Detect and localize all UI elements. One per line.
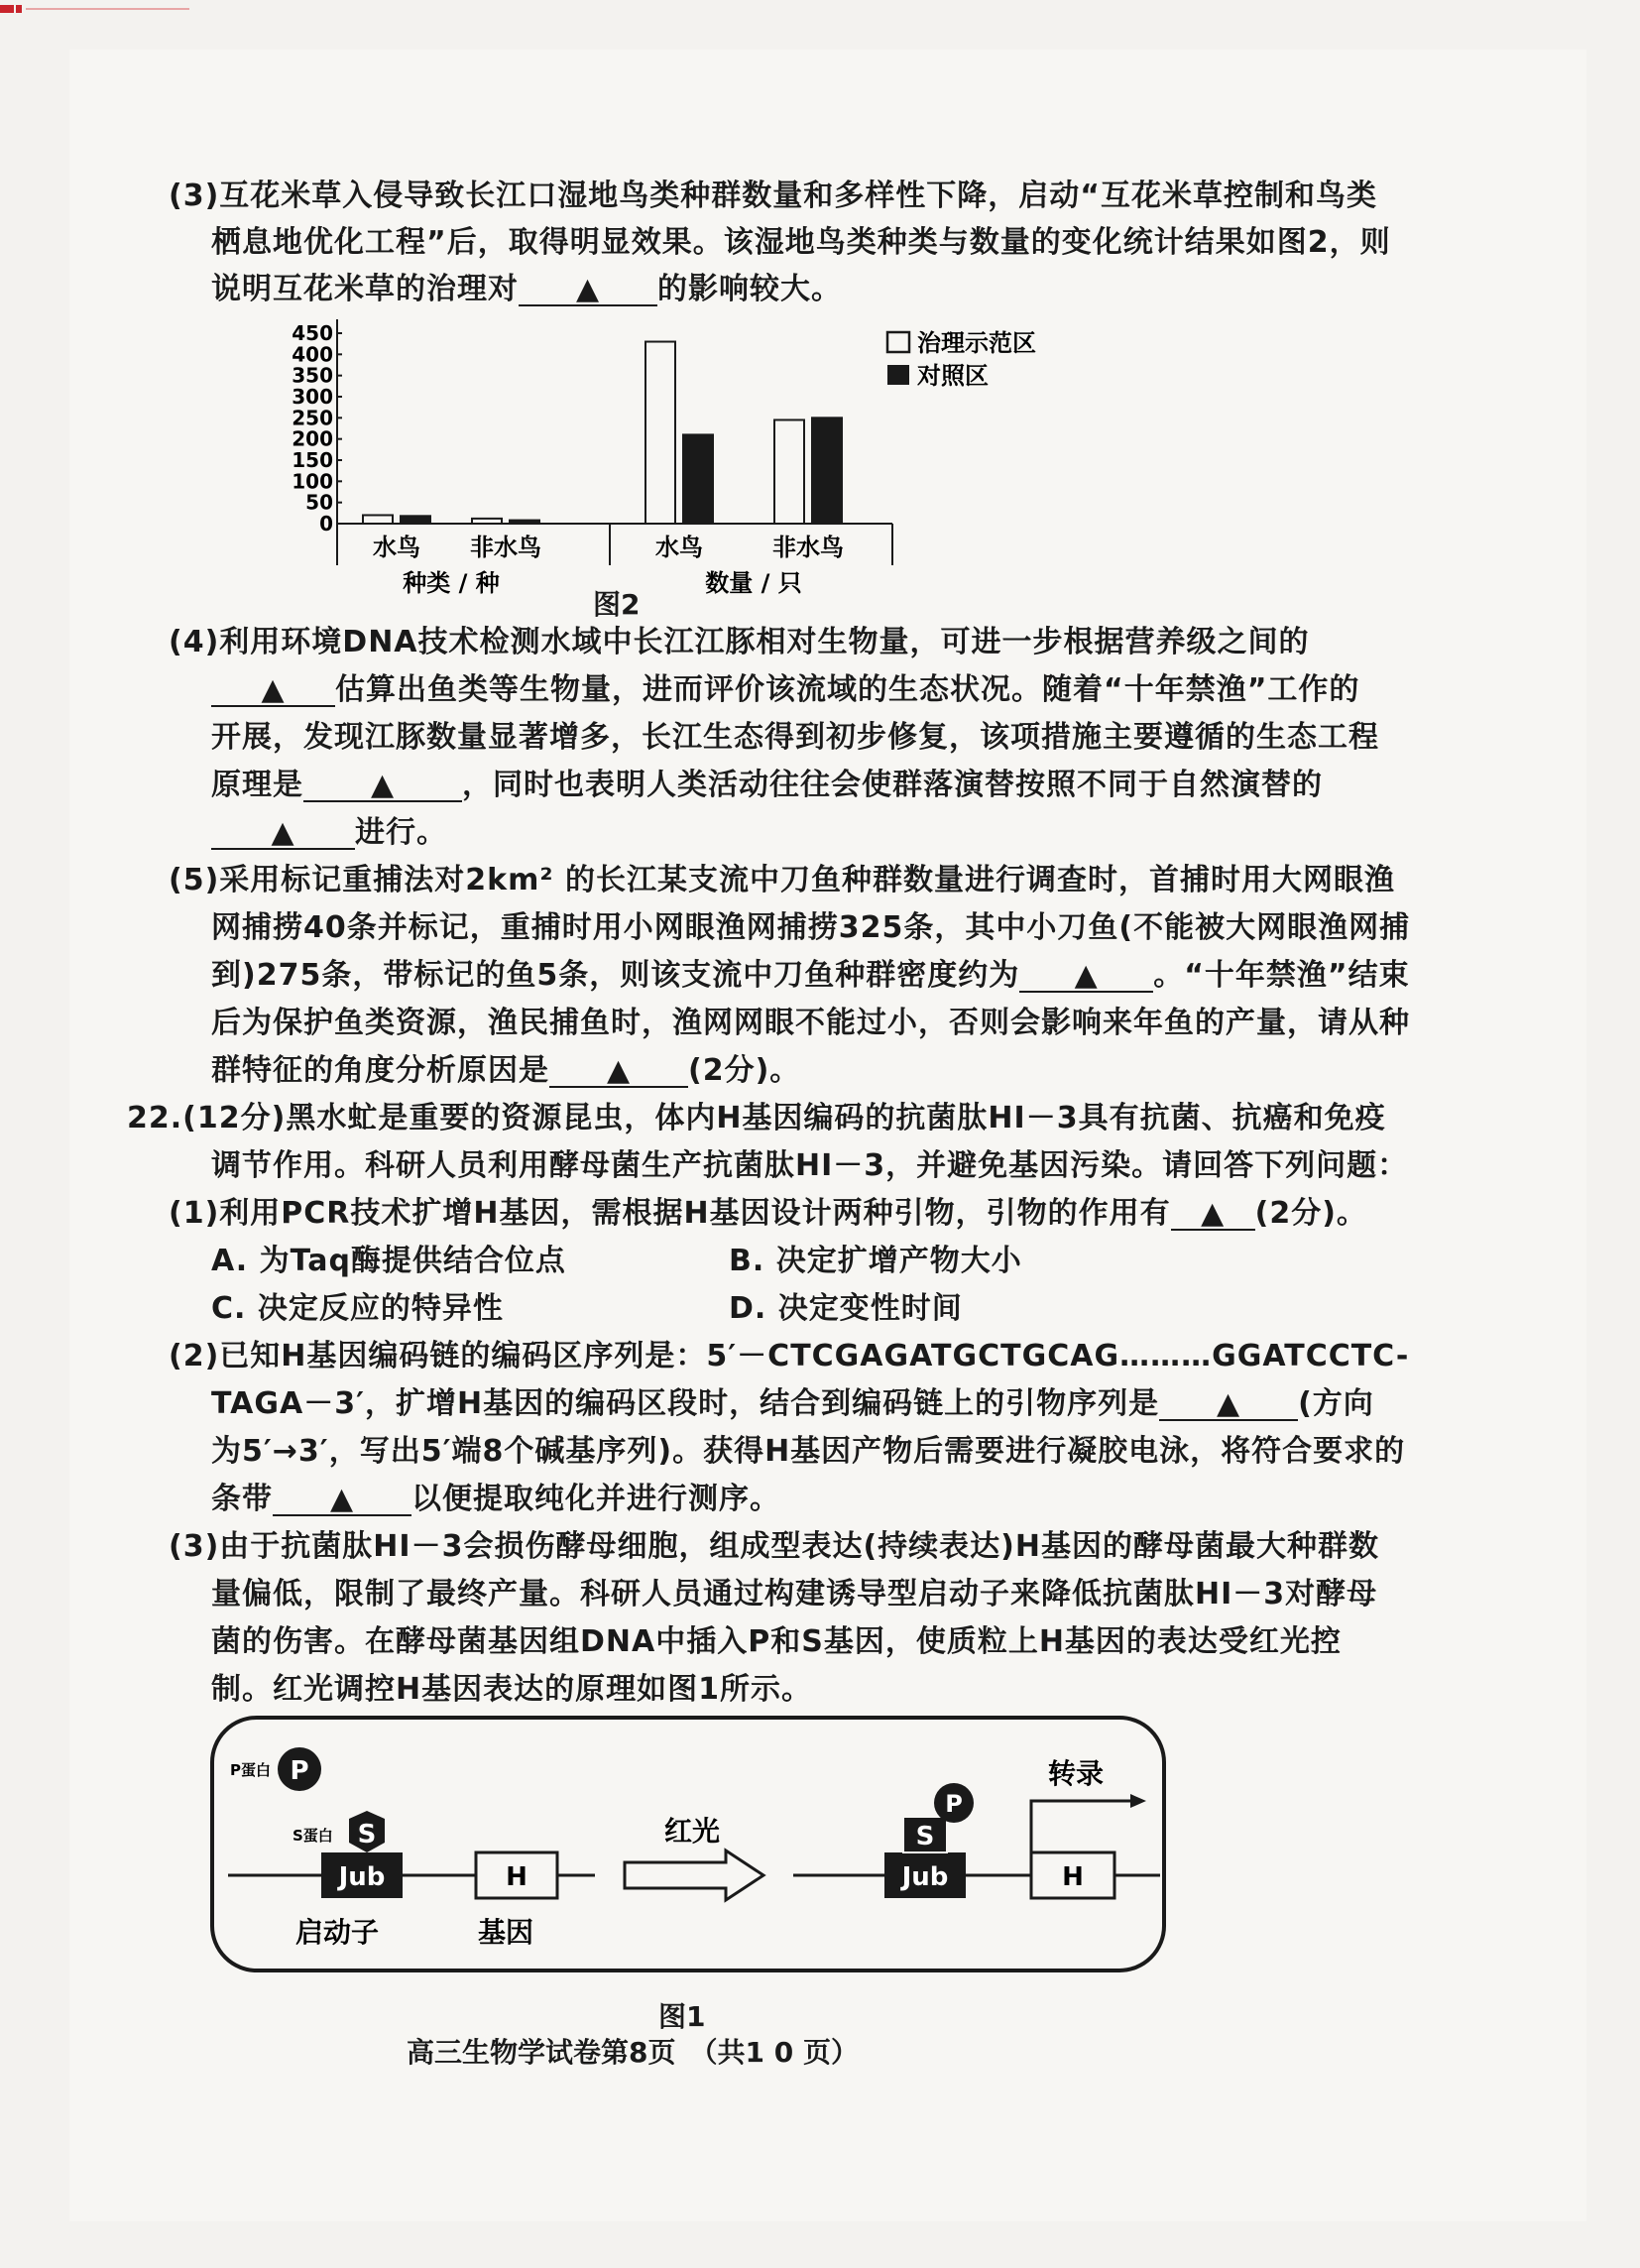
answer-blank[interactable]: ▲ [1019, 961, 1153, 993]
p-protein-label: P蛋白 [230, 1761, 271, 1779]
q3-line-2: 栖息地优化工程”后，取得明显效果。该湿地鸟类种类与数量的变化统计结果如图2，则 [211, 225, 1391, 260]
y-tick-label: 200 [292, 426, 333, 451]
option-a[interactable]: A. 为Taq酶提供结合位点 [211, 1244, 566, 1278]
h-label-active: H [1062, 1862, 1084, 1892]
s-protein-label: S蛋白 [293, 1827, 333, 1845]
legend-label-demo: 治理示范区 [917, 329, 1036, 357]
q5-line-3: 到)275条，带标记的鱼5条，则该支流中刀鱼种群密度约为 ▲ 。“十年禁渔”结束 [211, 958, 1410, 993]
q22-part3-line-1: (3)由于抗菌肽HI－3会损伤酵母细胞，组成型表达(持续表达)H基因的酵母菌最大种群数 [169, 1529, 1379, 1564]
q22-part2-line-2: TAGA－3′，扩增H基因的编码区段时，结合到编码链上的引物序列是 ▲ (方向 [211, 1386, 1374, 1421]
p-symbol: P [290, 1756, 309, 1786]
q22-part2-line-1: (2)已知H基因编码链的编码区序列是：5′－CTCGAGATGCTGCAG………GGATCCTC- [169, 1339, 1410, 1373]
q5-line-5: 群特征的角度分析原因是 ▲ (2分)。 [211, 1053, 801, 1088]
y-tick-label: 0 [319, 512, 333, 536]
group-label-species: 种类 / 种 [403, 569, 500, 597]
bar-demo-area [645, 342, 675, 524]
q3-line-1: (3)互花米草入侵导致长江口湿地鸟类种群数量和多样性下降，启动“互花米草控制和鸟类 [169, 179, 1378, 213]
option-d[interactable]: D. 决定变性时间 [729, 1291, 963, 1326]
y-tick-label: 150 [292, 448, 333, 472]
bar-control-area [401, 516, 430, 524]
transcription-arrowhead [1130, 1794, 1146, 1808]
y-tick-label: 300 [292, 385, 333, 409]
q5-line-1: (5)采用标记重捕法对2km² 的长江某支流中刀鱼种群数量进行调查时，首捕时用大网眼渔 [169, 863, 1395, 897]
q22-part2-line-4: 条带 ▲ 以便提取纯化并进行测序。 [211, 1482, 780, 1516]
y-tick-label: 100 [292, 469, 333, 494]
jub-label: Jub [338, 1862, 386, 1892]
group-label-count: 数量 / 只 [705, 569, 802, 597]
answer-blank[interactable]: ▲ [519, 275, 657, 306]
y-tick-label: 50 [305, 490, 333, 515]
answer-blank[interactable]: ▲ [1171, 1199, 1255, 1231]
red-light-label: 红光 [663, 1815, 721, 1848]
q3-line-3: 说明互花米草的治理对 ▲ 的影响较大。 [211, 272, 842, 306]
gene-label: 基因 [477, 1916, 534, 1949]
bar-demo-area [774, 419, 804, 524]
y-tick-label: 450 [292, 321, 333, 345]
bar-control-area [812, 418, 842, 524]
answer-blank[interactable]: ▲ [211, 675, 335, 707]
q5-line-2: 网捕捞40条并标记，重捕时用小网眼渔网捕捞325条，其中小刀鱼(不能被大网眼渔网捕 [211, 910, 1411, 945]
bird-bar-chart [292, 317, 1091, 615]
red-light-arrow [625, 1850, 763, 1900]
figure-1-caption: 图1 [658, 2000, 706, 2033]
y-tick-label: 400 [292, 342, 333, 367]
promoter-label: 启动子 [294, 1916, 380, 1949]
bar-control-area [683, 434, 713, 524]
option-c[interactable]: C. 决定反应的特异性 [211, 1291, 504, 1326]
q4-line-1: (4)利用环境DNA技术检测水域中长江江豚相对生物量，可进一步根据营养级之间的 [169, 625, 1310, 659]
y-tick-label: 250 [292, 406, 333, 430]
q4-line-2: ▲ 估算出鱼类等生物量，进而评价该流域的生态状况。随着“十年禁渔”工作的 [211, 670, 1359, 710]
answer-blank[interactable]: ▲ [549, 1056, 688, 1088]
x-category-label: 水鸟 [373, 534, 420, 561]
s-symbol-bound: S [915, 1822, 935, 1851]
q4-line-3: 开展，发现江豚数量显著增多，长江生态得到初步修复，该项措施主要遵循的生态工程 [211, 720, 1379, 755]
legend-swatch-demo [887, 332, 909, 352]
q22-part3-line-4: 制。红光调控H基因表达的原理如图1所示。 [211, 1672, 812, 1707]
watermark-logo [0, 0, 198, 10]
x-category-label: 非水鸟 [470, 534, 541, 561]
figure-2-caption: 图2 [593, 588, 641, 621]
legend-label-control: 对照区 [917, 362, 989, 390]
jub-label-active: Jub [901, 1862, 949, 1892]
answer-blank[interactable]: ▲ [211, 818, 355, 850]
bar-demo-area [363, 515, 393, 524]
answer-blank[interactable]: ▲ [1159, 1389, 1298, 1421]
transcription-arrow [1031, 1801, 1130, 1852]
q22-part2-line-3: 为5′→3′，写出5′端8个碱基序列)。获得H基因产物后需要进行凝胶电泳，将符合要求的 [211, 1434, 1406, 1469]
q4-line-5: ▲ 进行。 [211, 813, 447, 853]
answer-blank[interactable]: ▲ [273, 1485, 411, 1516]
red-light-regulation-diagram [208, 1714, 1180, 1986]
legend-swatch-control [887, 365, 909, 385]
q22-line-2: 调节作用。科研人员利用酵母菌生产抗菌肽HI－3，并避免基因污染。请回答下列问题： [211, 1148, 1409, 1183]
q4-line-4: 原理是 ▲ ，同时也表明人类活动往往会使群落演替按照不同于自然演替的 [211, 768, 1323, 802]
x-category-label: 非水鸟 [772, 534, 844, 561]
q22-part1: (1)利用PCR技术扩增H基因，需根据H基因设计两种引物，引物的作用有 ▲ (2分)。 [169, 1196, 1367, 1231]
q5-line-4: 后为保护鱼类资源，渔民捕鱼时，渔网网眼不能过小，否则会影响来年鱼的产量，请从种 [211, 1006, 1410, 1040]
answer-blank[interactable]: ▲ [303, 771, 462, 802]
x-category-label: 水鸟 [655, 534, 703, 561]
q22-line-1: 22.(12分)黑水虻是重要的资源昆虫，体内H基因编码的抗菌肽HI－3具有抗菌、抗癌和免疫 [127, 1101, 1386, 1135]
page-footer: 高三生物学试卷第8页 （共1 0 页） [407, 2036, 859, 2069]
p-symbol-bound: P [945, 1790, 963, 1818]
h-label: H [506, 1862, 527, 1892]
s-symbol: S [357, 1820, 377, 1850]
q22-part3-line-2: 量偏低，限制了最终产量。科研人员通过构建诱导型启动子来降低抗菌肽HI－3对酵母 [211, 1577, 1378, 1611]
option-b[interactable]: B. 决定扩增产物大小 [729, 1244, 1022, 1278]
transcription-label: 转录 [1047, 1757, 1105, 1790]
y-tick-label: 350 [292, 363, 333, 388]
q22-part3-line-3: 菌的伤害。在酵母菌基因组DNA中插入P和S基因，使质粒上H基因的表达受红光控 [211, 1624, 1342, 1659]
